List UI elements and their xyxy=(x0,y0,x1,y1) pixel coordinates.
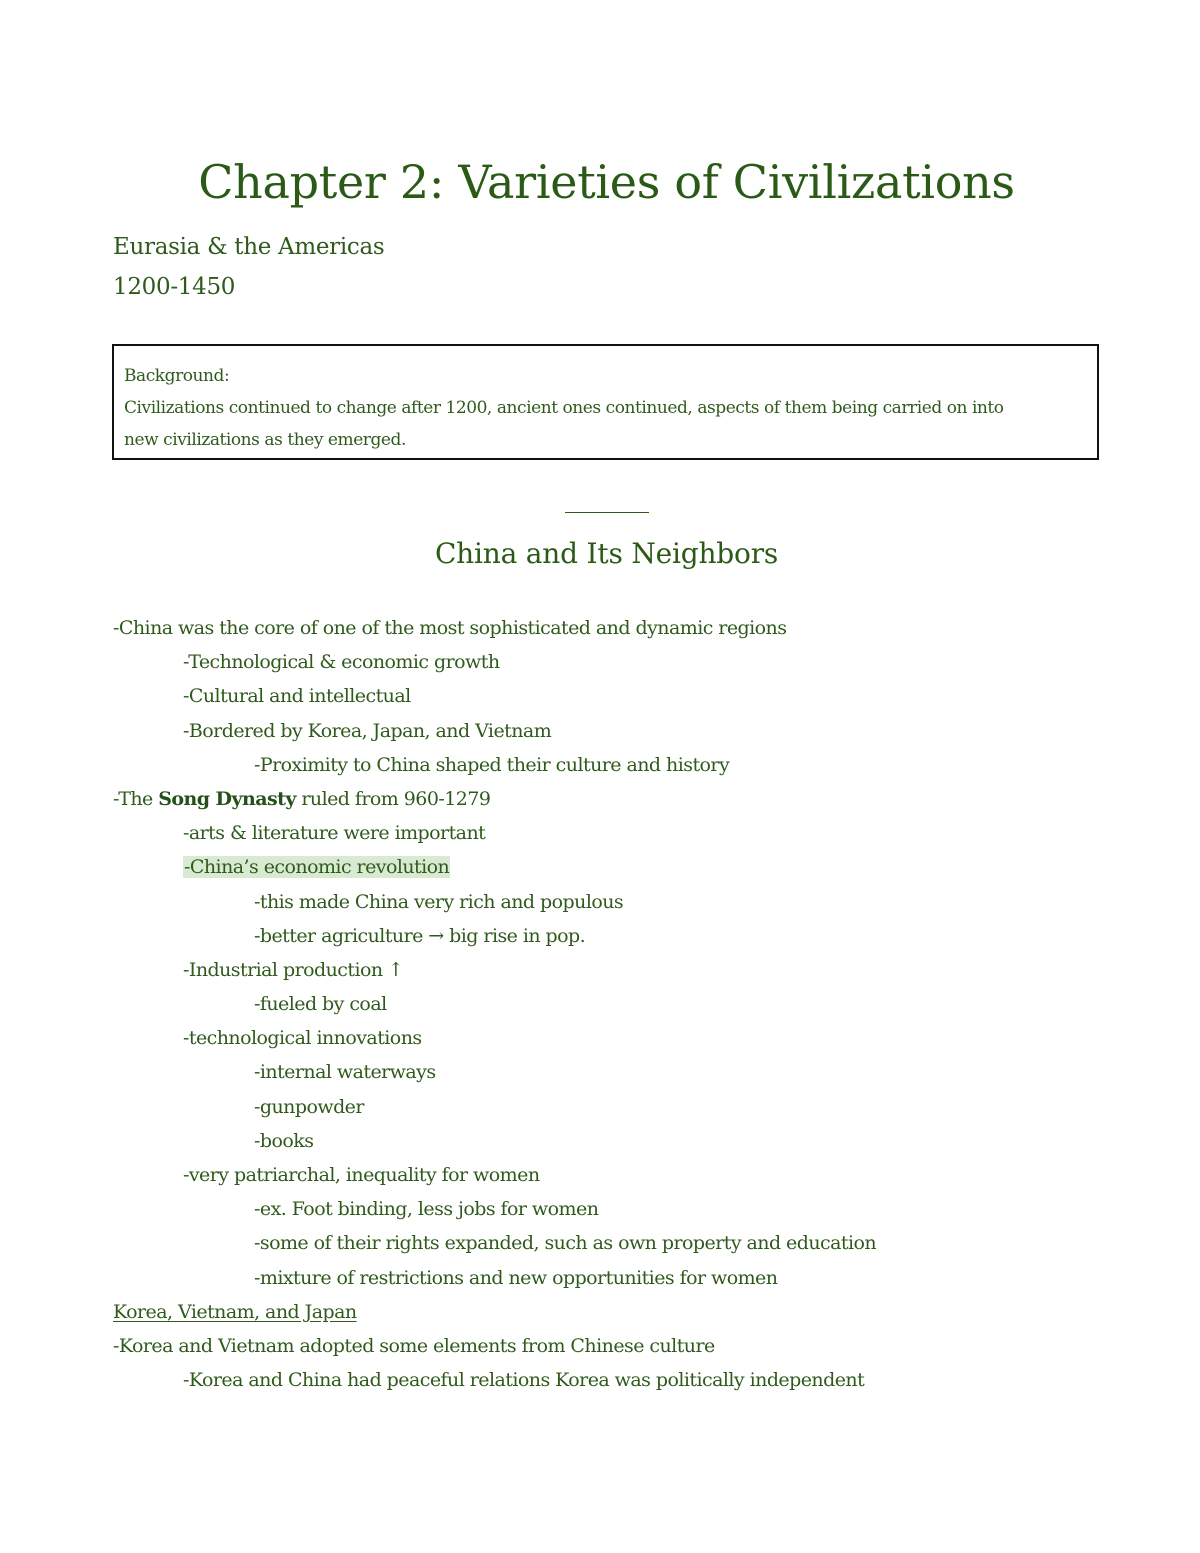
list-item-text: -The xyxy=(113,787,159,810)
list-item: -mixture of restrictions and new opportunities for women xyxy=(254,1266,778,1289)
subtitle-period: 1200-1450 xyxy=(113,274,236,300)
list-item: -Korea and China had peaceful relations Korea was politically independent xyxy=(183,1369,865,1392)
list-item: -Bordered by Korea, Japan, and Vietnam xyxy=(183,719,552,742)
list-item-song-dynasty xyxy=(113,782,1113,816)
list-item: -very patriarchal, inequality for women xyxy=(183,1164,540,1186)
list-item: -Cultural and intellectual xyxy=(183,685,411,708)
document-title: Chapter 2: Varieties of Civilizations xyxy=(198,155,1015,209)
background-text-line2: new civilizations as they emerged. xyxy=(124,430,406,450)
background-label: Background: xyxy=(124,366,230,386)
subheading-korea-vietnam-japan: Korea, Vietnam, and Japan xyxy=(113,1300,357,1323)
list-item: -arts & literature were important xyxy=(183,822,486,845)
background-box xyxy=(112,344,1099,460)
list-item: -this made China very rich and populous xyxy=(254,890,624,913)
section-title: China and Its Neighbors xyxy=(434,537,779,570)
list-item: -Proximity to China shaped their culture and history xyxy=(254,753,730,776)
highlighted-text: China’s economic revolution xyxy=(189,856,450,879)
section-divider xyxy=(565,512,649,513)
notes-list xyxy=(113,611,1113,1397)
list-item: -technological innovations xyxy=(183,1027,422,1050)
background-text-line1: Civilizations continued to change after 1200, ancient ones continued, aspects of them being carried on into xyxy=(124,398,1004,418)
list-item: -Industrial production ↑ xyxy=(183,958,404,981)
list-item: -Technological & economic growth xyxy=(183,651,500,674)
list-item-dash: - xyxy=(184,856,190,879)
list-item-text: ruled from 960-1279 xyxy=(295,787,491,810)
list-item: -internal waterways xyxy=(254,1061,436,1084)
list-item: -gunpowder xyxy=(254,1095,364,1118)
list-item: -ex. Foot binding, less jobs for women xyxy=(254,1198,599,1221)
list-item-economic-revolution xyxy=(113,850,1113,884)
list-item: -some of their rights expanded, such as own property and education xyxy=(254,1232,877,1255)
subtitle-region: Eurasia & the Americas xyxy=(113,234,385,260)
list-item: -Korea and Vietnam adopted some elements from Chinese culture xyxy=(113,1334,715,1357)
list-item: -better agriculture → big rise in pop. xyxy=(254,924,586,947)
list-item: -books xyxy=(254,1129,314,1152)
bold-term-song-dynasty: Song Dynasty xyxy=(158,787,296,810)
list-item: -China was the core of one of the most sophisticated and dynamic regions xyxy=(113,617,787,639)
list-item: -fueled by coal xyxy=(254,993,387,1016)
